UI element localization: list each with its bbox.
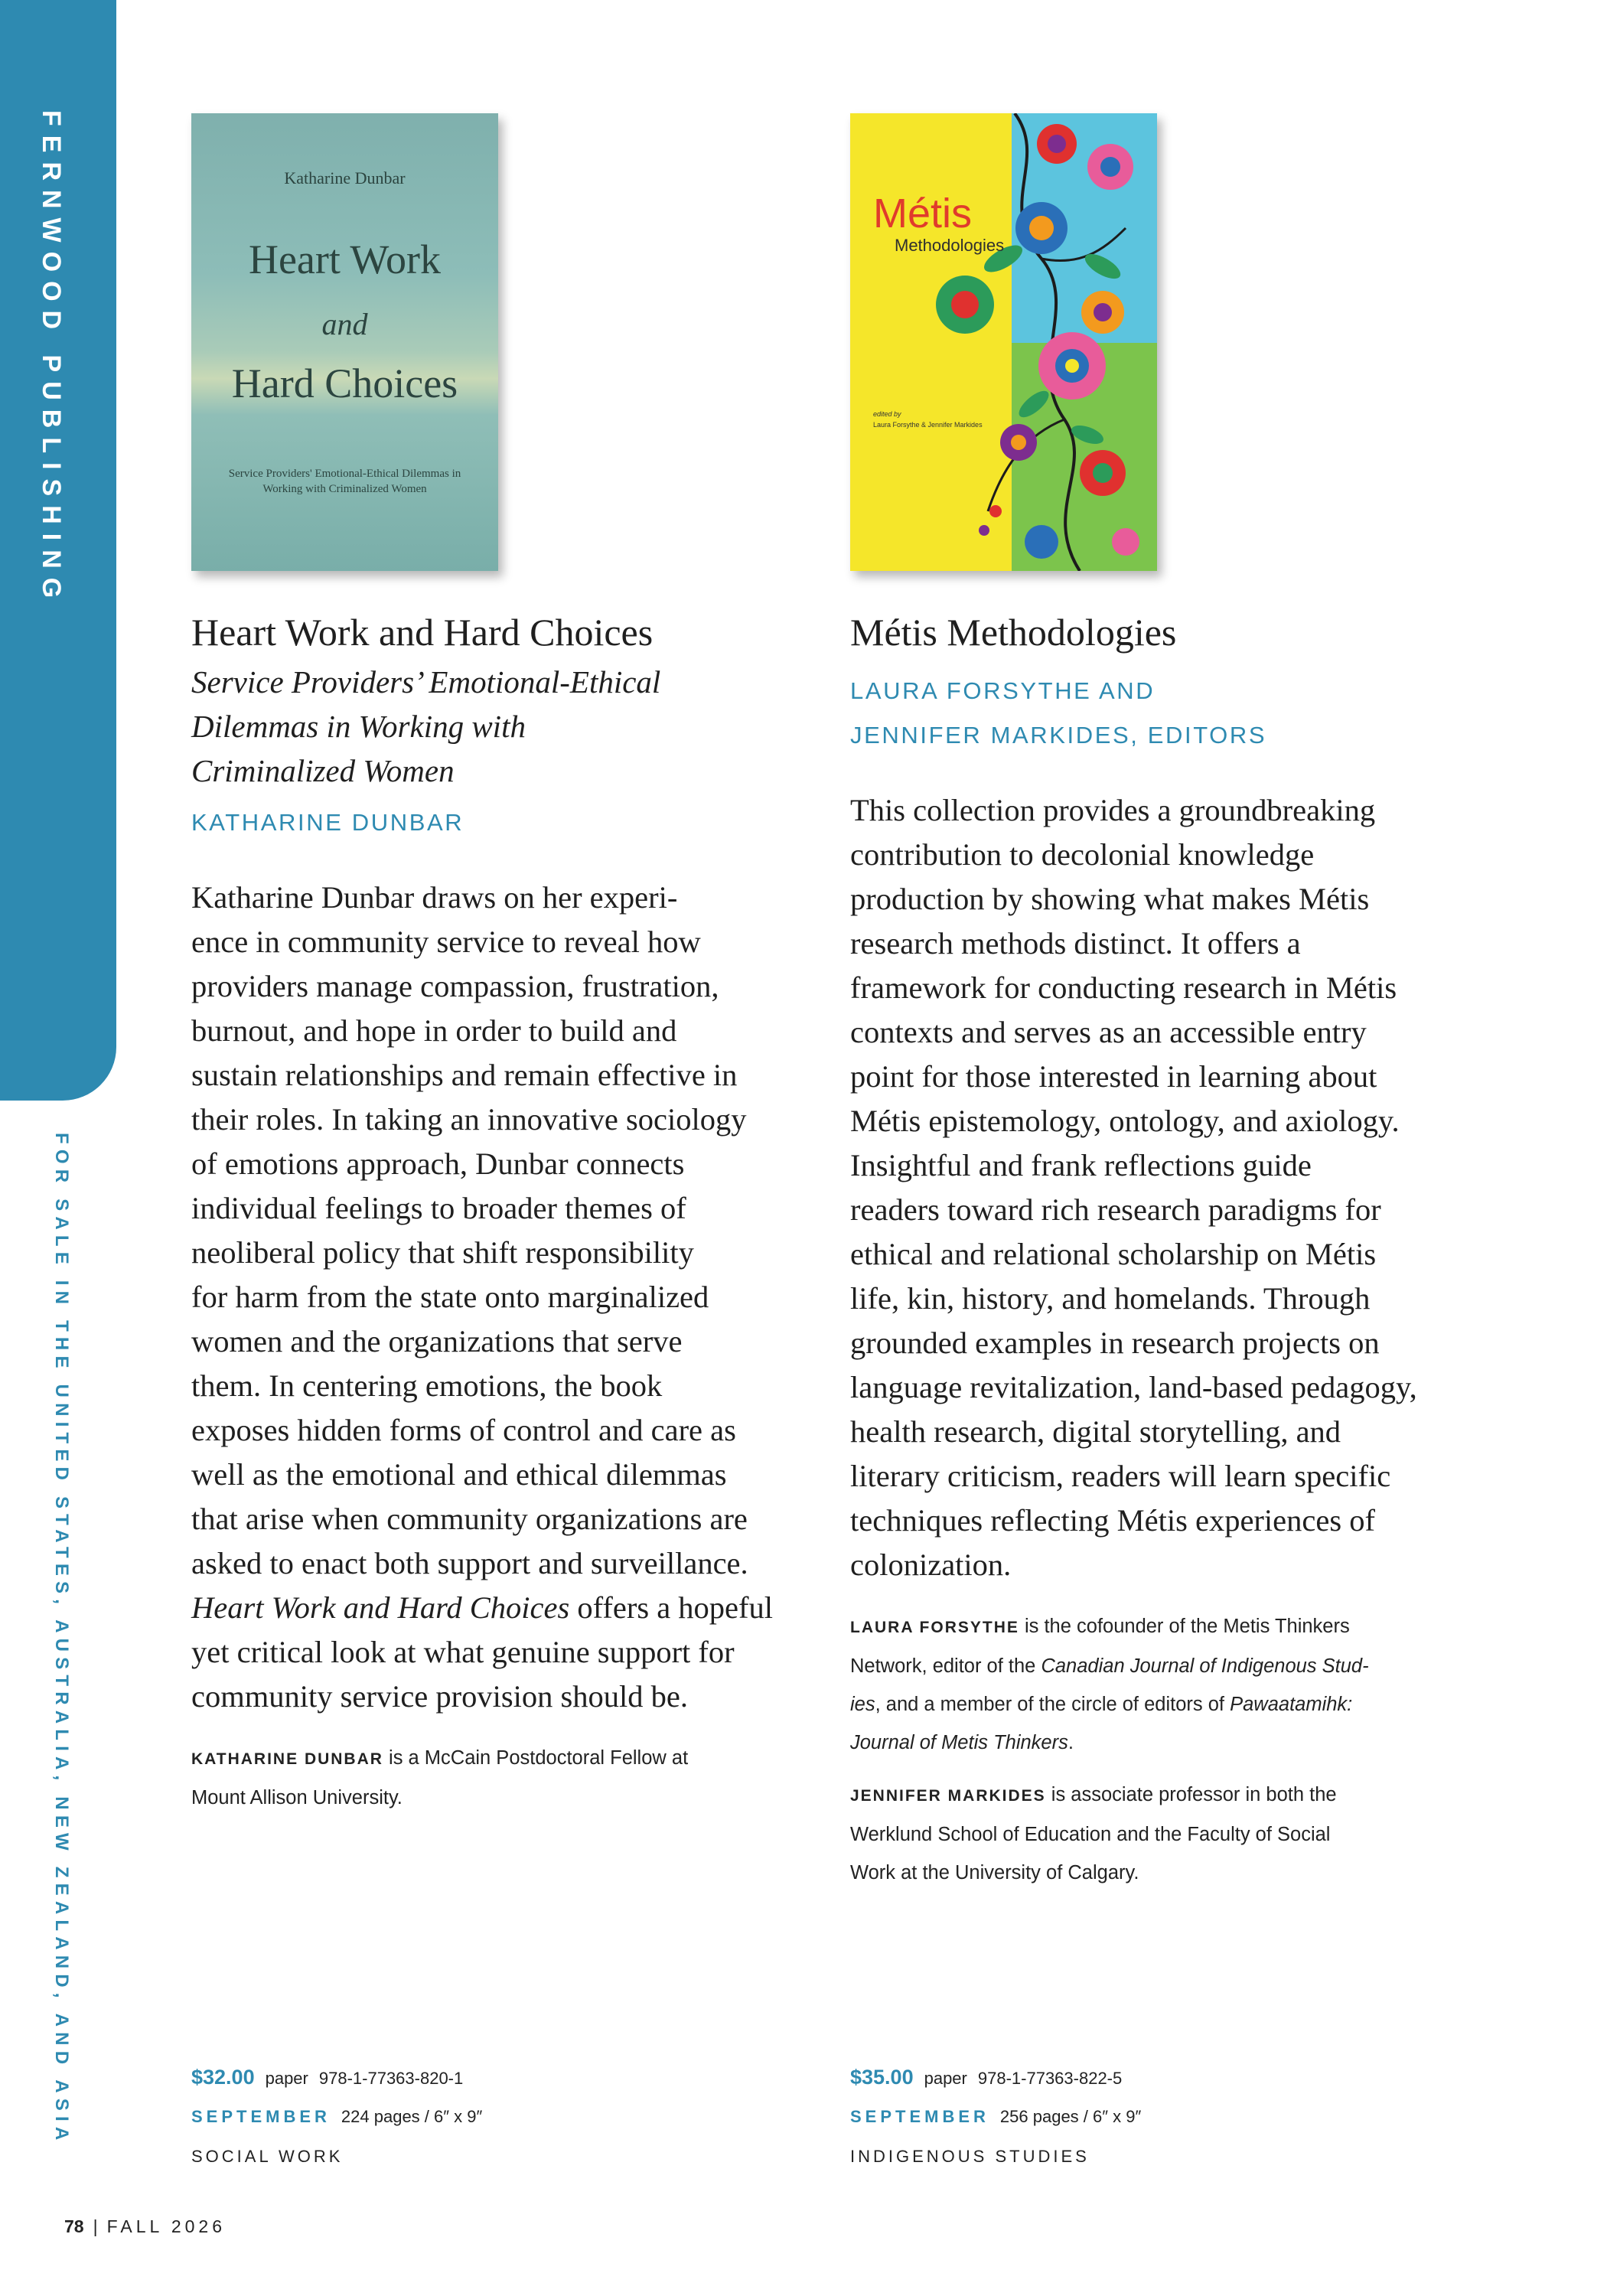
- cover-author: Katharine Dunbar: [284, 168, 406, 188]
- category: INDIGENOUS STUDIES: [850, 2147, 1090, 2166]
- category: SOCIAL WORK: [191, 2147, 344, 2166]
- book-entry-heart-work: [191, 113, 819, 1817]
- bio-text-c: .: [1068, 1731, 1074, 1753]
- format: paper: [924, 2069, 967, 2088]
- cover-title-line2: Hard Choices: [231, 360, 458, 406]
- catalog-season: FALL 2026: [106, 2216, 226, 2236]
- description-tail: offers a hopeful yet critical look at what genuine support for community service provision should be.: [191, 1590, 774, 1714]
- book-author-line2: JENNIFER MARKIDES, EDITORS: [850, 721, 1267, 748]
- book-title: Heart Work and Hard Choices: [191, 611, 654, 654]
- book-title: Métis Methodologies: [850, 611, 1177, 654]
- isbn: 978-1-77363-820-1: [318, 2069, 464, 2088]
- format: paper: [265, 2069, 308, 2088]
- bio-name: JENNIFER MARKIDES: [850, 1786, 1046, 1805]
- page-number: 78: [64, 2216, 84, 2236]
- bio-text-b: , and a member of the circle of editors of: [875, 1693, 1231, 1715]
- cover-title-line1: Heart Work: [248, 236, 442, 282]
- bio-name: LAURA FORSYTHE: [850, 1618, 1019, 1636]
- author-bio: [191, 1739, 819, 1817]
- price: $35.00: [850, 2066, 914, 2089]
- description-main: Katharine Dunbar draws on her experi- ence in community service to reveal how providers manage compassion, frustration, burnout, and hope in order to build and sustain relationships and remain effective in their roles. In taking an innovative sociology of emotions approach, Dunbar connects individual feelings to broader themes of neoliberal policy that shift responsibility for harm from the state onto marginalized women and the organizations that serve them. In centering emotions, the book exposes hidden forms of control and care as well as the emotional and ethical dilemmas that arise when community organizations are asked to enact both support and surveillance.: [191, 879, 748, 1580]
- book-cover-metis[interactable]: [850, 113, 1157, 571]
- isbn: 978-1-77363-822-5: [977, 2069, 1123, 2088]
- page-footer: [64, 2216, 226, 2237]
- cover-edited-by: edited by: [873, 410, 901, 418]
- book-author: KATHARINE DUNBAR: [191, 808, 464, 836]
- description-italic-title: Heart Work and Hard Choices: [191, 1590, 570, 1625]
- book-description: This collection provides a groundbreaking contribution to decolonial knowledge production by showing what makes Métis research methods distinct. It offers a framework for conducting research in Métis contexts and serves as an accessible entry point for those interested in learning about Métis epistemology, ontology, and axiology. Insightful and frank reflections guide readers toward rich research paradigms for ethical and relational scholarship on Métis life, kin, history, and homelands. Through grounded examples in research projects on language revitalization, land-based pedagogy, health research, digital storytelling, and literary criticism, readers will learn specific techniques reflecting Métis experiences of colonization.: [850, 792, 1417, 1582]
- bio-text: is associate professor in both the Werklund School of Education and the Faculty of Social Work at the University of Calgary.: [850, 1783, 1337, 1883]
- bio-italic-journal: Canadian Journal of Indigenous Stud- ies: [850, 1655, 1369, 1715]
- book-meta-heart-work: [191, 2057, 482, 2177]
- book-author-line1: LAURA FORSYTHE AND: [850, 677, 1156, 704]
- cover-title: Métis: [873, 191, 973, 236]
- author-bio-forsythe: [850, 1607, 1478, 1762]
- book-entry-metis-methodologies: [850, 113, 1478, 1892]
- book-cover-heart-work[interactable]: [191, 113, 498, 571]
- sale-region-note: FOR SALE IN THE UNITED STATES, AUSTRALIA, NEW ZEALAND, AND ASIA: [51, 1133, 72, 2146]
- footer-separator: |: [93, 2216, 98, 2236]
- bio-text: is a McCain Postdoctoral Fellow at Mount Allison University.: [191, 1746, 689, 1808]
- bio-name: KATHARINE DUNBAR: [191, 1750, 383, 1768]
- page-count: 224 pages / 6″ x 9″: [341, 2107, 483, 2126]
- cover-subtitle: Service Providers' Emotional-Ethical Dilemmas in Working with Criminalized Women: [228, 468, 461, 495]
- cover-subtitle: Methodologies: [895, 236, 1005, 255]
- book-description: [191, 876, 819, 1719]
- bio-italic-pawaatamihk: Pawaatamihk: Journal of Metis Thinkers: [850, 1693, 1353, 1753]
- pub-month: SEPTEMBER: [191, 2107, 331, 2126]
- book-subtitle: Service Providers’ Emotional-Ethical Dilemmas in Working with Criminalized Women: [191, 664, 661, 788]
- page-count: 256 pages / 6″ x 9″: [999, 2107, 1142, 2126]
- cover-title-and: and: [321, 307, 368, 341]
- price: $32.00: [191, 2066, 255, 2089]
- publisher-name: FERNWOOD PUBLISHING: [37, 110, 66, 608]
- bio-text-a: is the cofounder of the Metis Thinkers Network, editor of the: [850, 1615, 1350, 1677]
- pub-month: SEPTEMBER: [850, 2107, 989, 2126]
- book-meta-metis: [850, 2057, 1141, 2177]
- floral-artwork: [850, 113, 1157, 571]
- author-bio-markides: [850, 1776, 1478, 1892]
- cover-editors: Laura Forsythe & Jennifer Markides: [873, 421, 983, 429]
